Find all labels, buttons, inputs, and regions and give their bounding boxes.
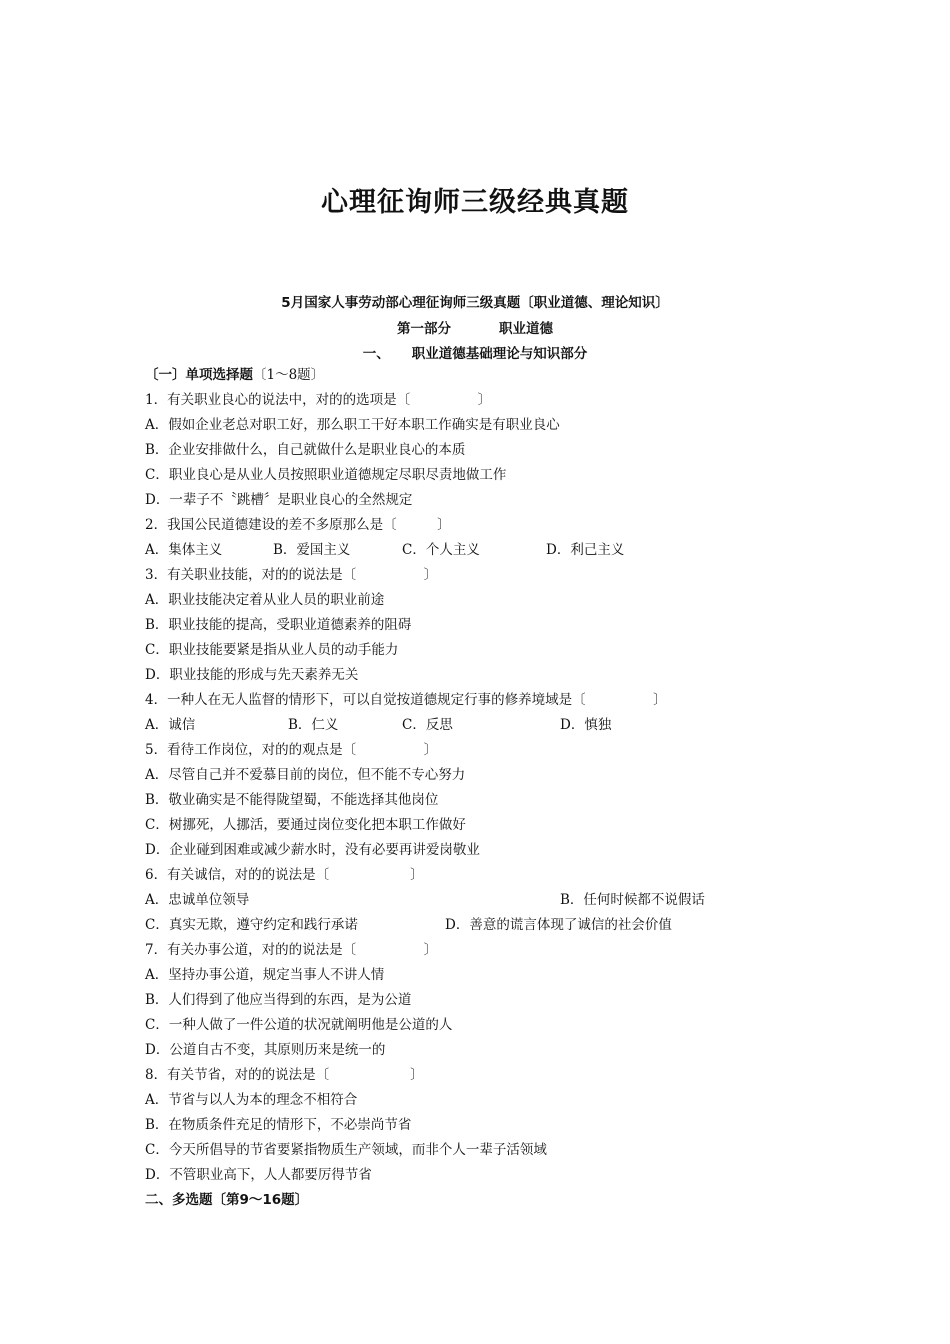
q1-option-b: B．企业安排做什么，自己就做什么是职业良心的本质 (145, 442, 466, 458)
q1-option-d: D．一辈子不〝跳槽〞是职业良心的全然规定 (145, 492, 413, 508)
section-num: 一、 (362, 346, 390, 362)
q2-option-d: D．利己主义 (546, 542, 625, 558)
q3-option-c: C．职业技能要紧是指从业人员的动手能力 (145, 642, 399, 658)
q5-option-c: C．树挪死，人挪活，要通过岗位变化把本职工作做好 (145, 817, 466, 833)
q4-stem: 4．一种人在无人监督的情形下，可以自觉按道德规定行事的修养境域是〔 〕 (145, 692, 667, 708)
q2-option-b: B．爱国主义 (273, 542, 351, 558)
q5-option-d: D．企业碰到困难或减少薪水时，没有必要再讲爱岗敬业 (145, 842, 480, 858)
q2-option-c: C．个人主义 (402, 542, 480, 558)
part-name: 职业道德 (499, 321, 553, 337)
q1-option-a: A．假如企业老总对职工好，那么职工干好本职工作确实是有职业良心 (145, 417, 560, 433)
q7-option-c: C．一种人做了一件公道的状况就阐明他是公道的人 (145, 1017, 453, 1033)
single-choice-heading (145, 366, 324, 384)
q3-option-b: B．职业技能的提高，受职业道德素养的阻碍 (145, 617, 412, 633)
document-title: 心理征询师三级经典真题 (321, 187, 629, 218)
q5-option-a: A．尽管自己并不爱慕目前的岗位，但不能不专心努力 (145, 767, 466, 783)
q4-option-b: B．仁义 (288, 717, 339, 733)
q1-option-c: C．职业良心是从业人员按照职业道德规定尽职尽责地做工作 (145, 467, 507, 483)
q4-option-c: C．反思 (402, 717, 453, 733)
q4-option-a: A．诚信 (145, 717, 196, 733)
q2-option-a: A．集体主义 (145, 542, 223, 558)
single-choice-range: 〔1～8题〕 (253, 367, 325, 383)
q3-stem: 3．有关职业技能，对的的说法是〔 〕 (145, 567, 438, 583)
q6-option-b: B．任何时候都不说假话 (560, 892, 705, 908)
section-name: 职业道德基础理论与知识部分 (411, 346, 588, 362)
section-heading (0, 342, 950, 362)
q3-option-d: D．职业技能的形成与先天素养无关 (145, 667, 359, 683)
q2-stem: 2．我国公民道德建设的差不多原那么是〔 〕 (145, 517, 451, 533)
q8-option-a: A．节省与以人为本的理念不相符合 (145, 1092, 358, 1108)
q6-option-c: C．真实无欺，遵守约定和践行承诺 (145, 917, 358, 933)
q5-stem: 5．看待工作岗位，对的的观点是〔 〕 (145, 742, 438, 758)
part-label: 第一部分 (397, 321, 451, 337)
q8-option-b: B．在物质条件充足的情形下，不必崇尚节省 (145, 1117, 412, 1133)
q1-stem: 1．有关职业良心的说法中，对的的选项是〔 〕 (145, 392, 492, 408)
q8-stem: 8．有关节省，对的的说法是〔 〕 (145, 1067, 424, 1083)
q7-option-b: B．人们得到了他应当得到的东西，是为公道 (145, 992, 412, 1008)
q6-option-d: D．善意的谎言体现了诚信的社会价值 (445, 917, 672, 933)
part-heading (0, 317, 950, 337)
multi-choice-heading: 二、多选题〔第9～16题〕 (145, 1192, 309, 1208)
single-choice-head: 〔一〕单项选择题 (145, 367, 253, 383)
q6-option-a: A．忠诚单位领导 (145, 892, 250, 908)
q5-option-b: B．敬业确实是不能得陇望蜀，不能选择其他岗位 (145, 792, 439, 808)
exam-subtitle: 5月国家人事劳动部心理征询师三级真题〔职业道德、理论知识〕 (281, 295, 669, 311)
q7-stem: 7．有关办事公道，对的的说法是〔 〕 (145, 942, 438, 958)
q7-option-a: A．坚持办事公道，规定当事人不讲人情 (145, 967, 385, 983)
q4-option-d: D．慎独 (560, 717, 612, 733)
q8-option-d: D．不管职业高下，人人都要厉得节省 (145, 1167, 372, 1183)
q8-option-c: C．今天所倡导的节省要紧指物质生产领域，而非个人一辈子活领域 (145, 1142, 547, 1158)
q6-stem: 6．有关诚信，对的的说法是〔 〕 (145, 867, 424, 883)
q7-option-d: D．公道自古不变，其原则历来是统一的 (145, 1042, 386, 1058)
q3-option-a: A．职业技能决定着从业人员的职业前途 (145, 592, 385, 608)
